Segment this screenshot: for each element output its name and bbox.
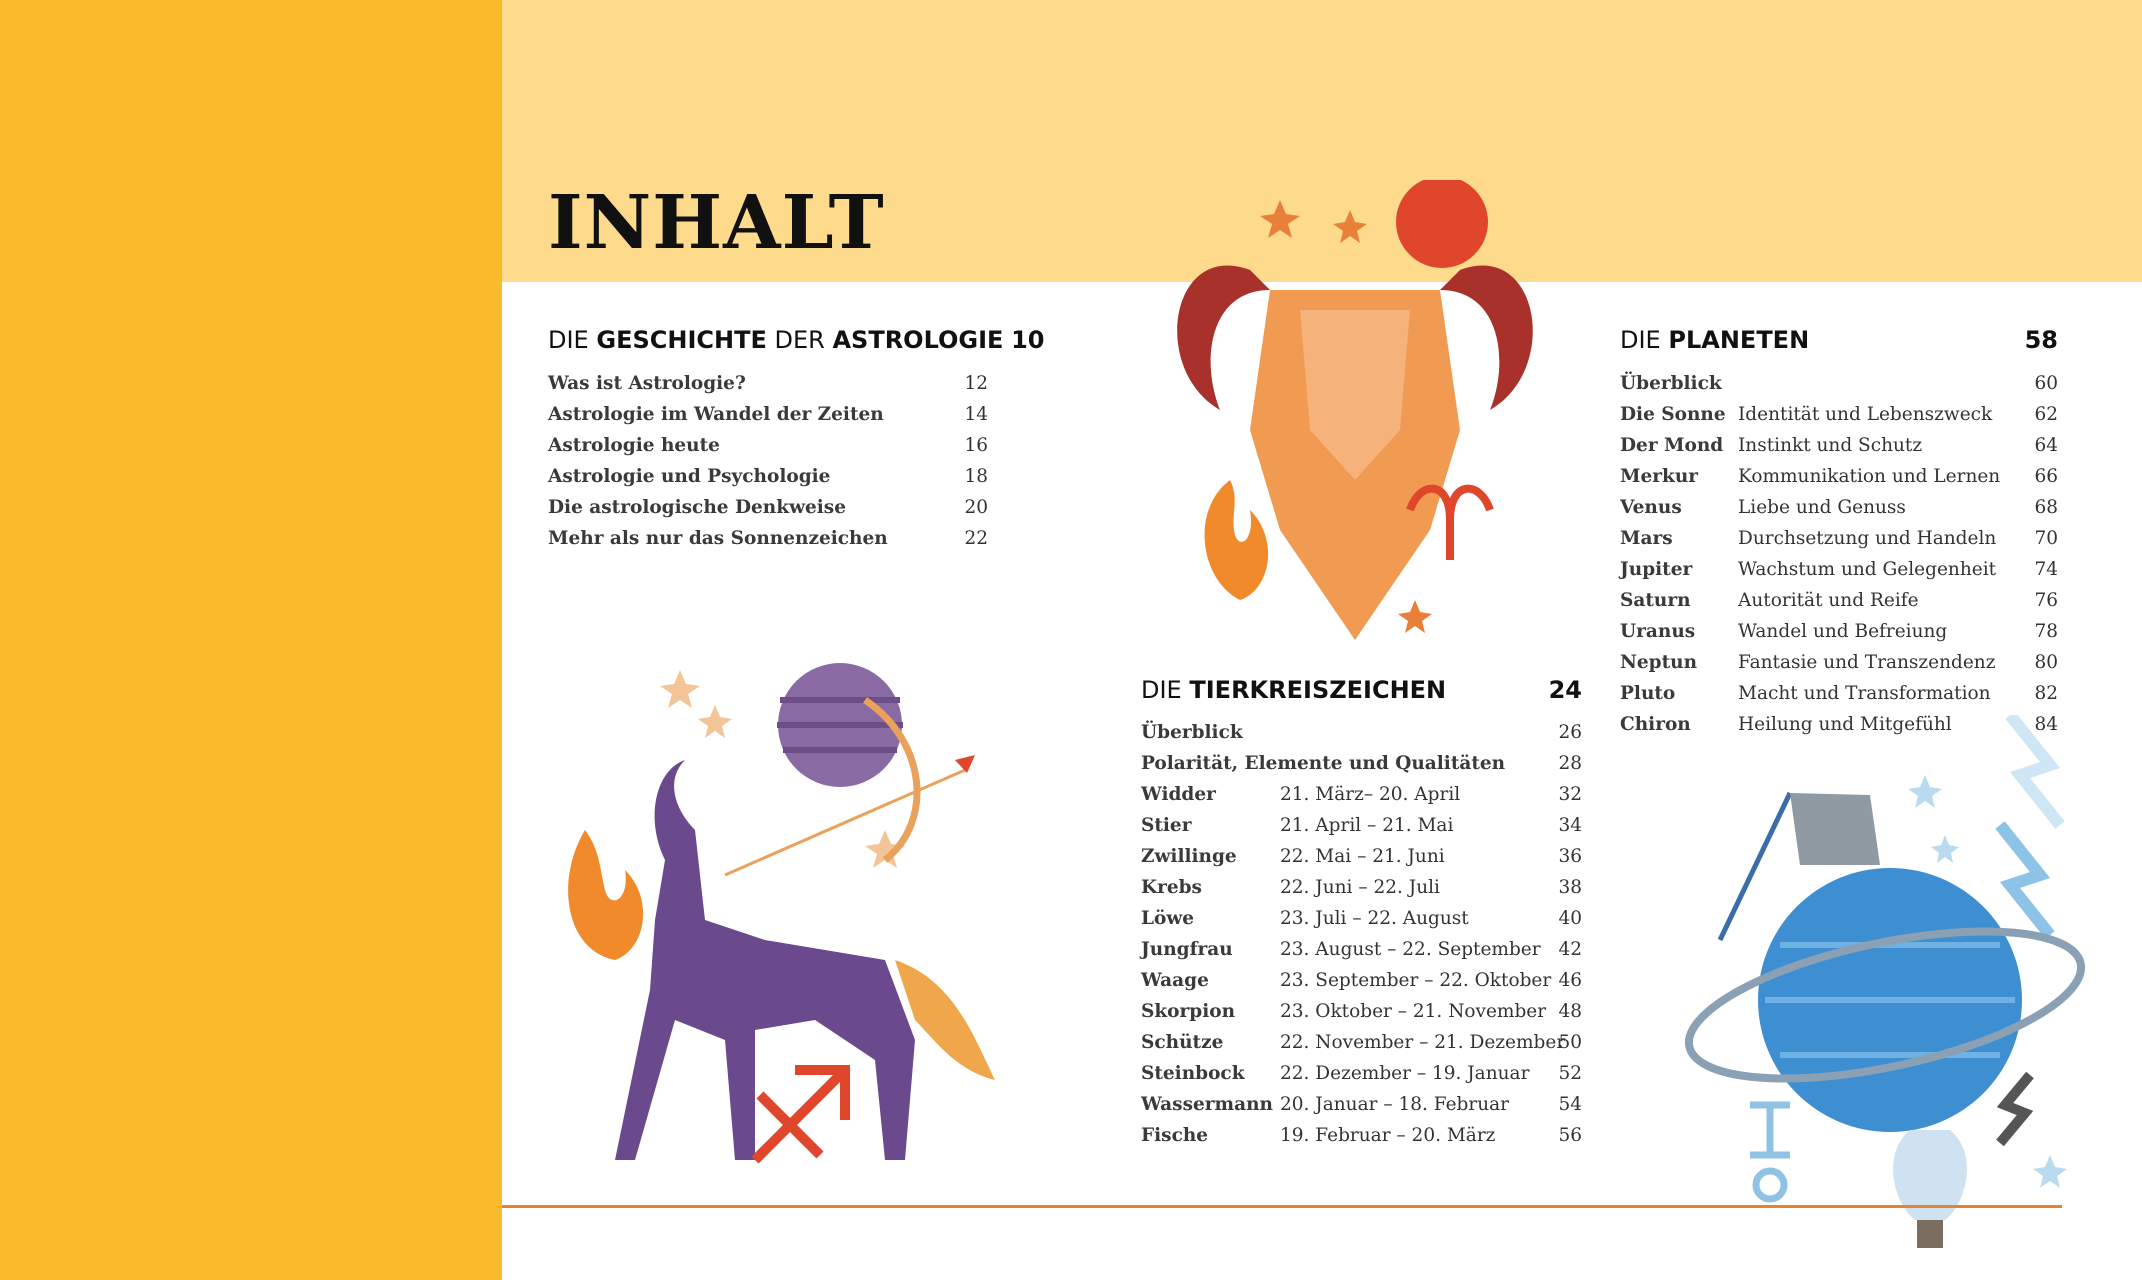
heading-word-bold: PLANETEN xyxy=(1668,326,1810,354)
toc-entry-title: Zwillinge xyxy=(1141,846,1237,867)
toc-entry[interactable] xyxy=(1620,678,2058,709)
toc-entry-page: 22 xyxy=(964,528,988,549)
toc-entry-page: 56 xyxy=(1558,1125,1582,1146)
toc-entry-title: Der Mond xyxy=(1620,435,1724,456)
heading-word: DIE xyxy=(1620,326,1661,354)
toc-entry-page: 66 xyxy=(2034,466,2058,487)
toc-entry[interactable] xyxy=(1141,748,1582,779)
toc-entry-detail: Liebe und Genuss xyxy=(1738,497,1906,518)
toc-entry-page: 18 xyxy=(964,466,988,487)
toc-entry-title: Waage xyxy=(1141,970,1209,991)
toc-entry-page: 38 xyxy=(1558,877,1582,898)
toc-entry[interactable] xyxy=(1141,1120,1582,1151)
toc-entry-page: 14 xyxy=(964,404,988,425)
toc-entry-detail: 21. März– 20. April xyxy=(1280,784,1461,805)
toc-entry[interactable] xyxy=(1620,585,2058,616)
toc-entry-page: 74 xyxy=(2034,559,2058,580)
toc-entry-title: Überblick xyxy=(1141,722,1243,743)
toc-entry-title: Saturn xyxy=(1620,590,1691,611)
toc-entry-title: Die Sonne xyxy=(1620,404,1726,425)
toc-entry-page: 16 xyxy=(964,435,988,456)
toc-entry-title: Mars xyxy=(1620,528,1673,549)
toc-entry-title: Jungfrau xyxy=(1141,939,1233,960)
toc-entry-page: 62 xyxy=(2034,404,2058,425)
toc-entry-page: 78 xyxy=(2034,621,2058,642)
toc-entry-page: 36 xyxy=(1558,846,1582,867)
toc-entry-page: 26 xyxy=(1558,722,1582,743)
toc-entry[interactable] xyxy=(1141,996,1582,1027)
toc-entry[interactable] xyxy=(1620,709,2058,740)
toc-entry[interactable] xyxy=(1141,717,1582,748)
toc-entry[interactable] xyxy=(1141,934,1582,965)
heading-word: DIE xyxy=(548,326,589,354)
toc-entry[interactable] xyxy=(1141,779,1582,810)
toc-entry-detail: Durchsetzung und Handeln xyxy=(1738,528,1997,549)
toc-entry-title: Widder xyxy=(1141,784,1216,805)
toc-entry-detail: Fantasie und Transzendenz xyxy=(1738,652,1996,673)
toc-entry-title: Mehr als nur das Sonnenzeichen xyxy=(548,528,888,549)
toc-entry-detail: 21. April – 21. Mai xyxy=(1280,815,1454,836)
toc-entry-page: 12 xyxy=(964,373,988,394)
sidebar-color-block xyxy=(0,0,502,1280)
heading-word: DIE xyxy=(1141,676,1182,704)
toc-entry-title: Die astrologische Denkweise xyxy=(548,497,846,518)
toc-list-geschichte xyxy=(548,368,988,554)
toc-entry-page: 84 xyxy=(2034,714,2058,735)
planet-illustration xyxy=(1680,715,2100,1255)
heading-word-bold: ASTROLOGIE xyxy=(832,326,1004,354)
toc-entry-detail: Instinkt und Schutz xyxy=(1738,435,1923,456)
toc-entry-detail: 22. Juni – 22. Juli xyxy=(1280,877,1440,898)
toc-entry[interactable] xyxy=(1141,1027,1582,1058)
toc-entry[interactable] xyxy=(1620,492,2058,523)
toc-entry-detail: Autorität und Reife xyxy=(1738,590,1919,611)
section-heading-geschichte xyxy=(548,328,1045,352)
toc-entry-detail: Kommunikation und Lernen xyxy=(1738,466,2001,487)
toc-entry-page: 68 xyxy=(2034,497,2058,518)
section-page-number: 58 xyxy=(2024,326,2058,354)
toc-entry-page: 52 xyxy=(1558,1063,1582,1084)
toc-entry-title: Fische xyxy=(1141,1125,1209,1146)
toc-entry-page: 64 xyxy=(2034,435,2058,456)
toc-entry-title: Venus xyxy=(1620,497,1682,518)
toc-entry[interactable] xyxy=(548,461,988,492)
toc-entry[interactable] xyxy=(1620,430,2058,461)
toc-entry-detail: Heilung und Mitgefühl xyxy=(1738,714,1952,735)
toc-entry[interactable] xyxy=(548,430,988,461)
bottom-rule xyxy=(502,1205,2062,1208)
toc-entry-title: Krebs xyxy=(1141,877,1202,898)
toc-entry-title: Astrologie im Wandel der Zeiten xyxy=(548,404,884,425)
toc-entry[interactable] xyxy=(1620,399,2058,430)
toc-entry-title: Astrologie heute xyxy=(548,435,720,456)
toc-entry-title: Löwe xyxy=(1141,908,1195,929)
heading-word-bold: TIERKREISZEICHEN xyxy=(1189,676,1447,704)
toc-entry[interactable] xyxy=(1620,523,2058,554)
toc-entry-detail: 23. August – 22. September xyxy=(1280,939,1541,960)
toc-entry[interactable] xyxy=(1141,872,1582,903)
toc-entry[interactable] xyxy=(548,523,988,554)
toc-entry-page: 46 xyxy=(1558,970,1582,991)
toc-list-tierkreis xyxy=(1141,717,1582,1151)
toc-entry-page: 82 xyxy=(2034,683,2058,704)
toc-entry[interactable] xyxy=(1620,461,2058,492)
toc-entry-detail: Wachstum und Gelegenheit xyxy=(1738,559,1997,580)
toc-entry-title: Was ist Astrologie? xyxy=(548,373,746,394)
toc-entry-page: 40 xyxy=(1558,908,1582,929)
toc-entry-detail: 20. Januar – 18. Februar xyxy=(1280,1094,1510,1115)
toc-entry-title: Merkur xyxy=(1620,466,1699,487)
toc-entry-title: Chiron xyxy=(1620,714,1691,735)
toc-entry-page: 54 xyxy=(1558,1094,1582,1115)
toc-entry[interactable] xyxy=(1141,1058,1582,1089)
toc-entry-page: 48 xyxy=(1558,1001,1582,1022)
toc-entry-detail: 22. Mai – 21. Juni xyxy=(1280,846,1445,867)
toc-entry[interactable] xyxy=(1141,965,1582,996)
toc-entry-detail: Wandel und Befreiung xyxy=(1738,621,1948,642)
toc-entry-page: 80 xyxy=(2034,652,2058,673)
toc-entry[interactable] xyxy=(548,368,988,399)
toc-list-planeten xyxy=(1620,368,2058,740)
heading-word-bold: GESCHICHTE xyxy=(596,326,767,354)
toc-entry-title: Jupiter xyxy=(1620,559,1693,580)
ram-illustration xyxy=(1160,180,1550,650)
heading-word: DER xyxy=(774,326,825,354)
toc-entry[interactable] xyxy=(1620,647,2058,678)
toc-entry-page: 60 xyxy=(2034,373,2058,394)
section-page-number: 24 xyxy=(1548,676,1582,704)
toc-entry-detail: 22. November – 21. Dezember xyxy=(1280,1032,1566,1053)
toc-entry[interactable] xyxy=(1141,810,1582,841)
toc-entry-title: Astrologie und Psychologie xyxy=(548,466,831,487)
sagittarius-illustration xyxy=(555,660,1025,1180)
toc-entry[interactable] xyxy=(1620,616,2058,647)
toc-entry-title: Uranus xyxy=(1620,621,1696,642)
toc-entry[interactable] xyxy=(548,492,988,523)
toc-entry-detail: 23. Juli – 22. August xyxy=(1280,908,1469,929)
toc-entry-title: Überblick xyxy=(1620,373,1722,394)
toc-entry[interactable] xyxy=(1620,368,2058,399)
toc-entry-detail: Identität und Lebenszweck xyxy=(1738,404,1993,425)
toc-entry-title: Skorpion xyxy=(1141,1001,1236,1022)
toc-entry-page: 50 xyxy=(1558,1032,1582,1053)
toc-entry-detail: Macht und Transformation xyxy=(1738,683,1991,704)
section-heading-tierkreis xyxy=(1141,678,1582,702)
toc-entry-detail: 23. September – 22. Oktober xyxy=(1280,970,1552,991)
toc-entry[interactable] xyxy=(548,399,988,430)
toc-entry-detail: 19. Februar – 20. März xyxy=(1280,1125,1496,1146)
toc-entry-title: Neptun xyxy=(1620,652,1698,673)
toc-entry-page: 28 xyxy=(1558,753,1582,774)
toc-entry-page: 42 xyxy=(1558,939,1582,960)
toc-entry[interactable] xyxy=(1141,1089,1582,1120)
toc-entry-page: 20 xyxy=(964,497,988,518)
section-page-number: 10 xyxy=(1011,326,1045,354)
toc-entry-title: Wassermann xyxy=(1141,1094,1273,1115)
toc-entry-page: 34 xyxy=(1558,815,1582,836)
toc-entry-title: Steinbock xyxy=(1141,1063,1245,1084)
page-title: INHALT xyxy=(548,180,885,266)
toc-entry-detail: 23. Oktober – 21. November xyxy=(1280,1001,1547,1022)
toc-entry[interactable] xyxy=(1620,554,2058,585)
toc-entry-title: Polarität, Elemente und Qualitäten xyxy=(1141,753,1506,774)
toc-entry-page: 32 xyxy=(1558,784,1582,805)
toc-entry-title: Stier xyxy=(1141,815,1192,836)
toc-entry-page: 76 xyxy=(2034,590,2058,611)
toc-entry-detail: 22. Dezember – 19. Januar xyxy=(1280,1063,1530,1084)
toc-entry-title: Schütze xyxy=(1141,1032,1224,1053)
toc-entry-page: 70 xyxy=(2034,528,2058,549)
toc-entry[interactable] xyxy=(1141,903,1582,934)
section-heading-planeten xyxy=(1620,328,2058,352)
toc-entry-title: Pluto xyxy=(1620,683,1676,704)
toc-entry[interactable] xyxy=(1141,841,1582,872)
